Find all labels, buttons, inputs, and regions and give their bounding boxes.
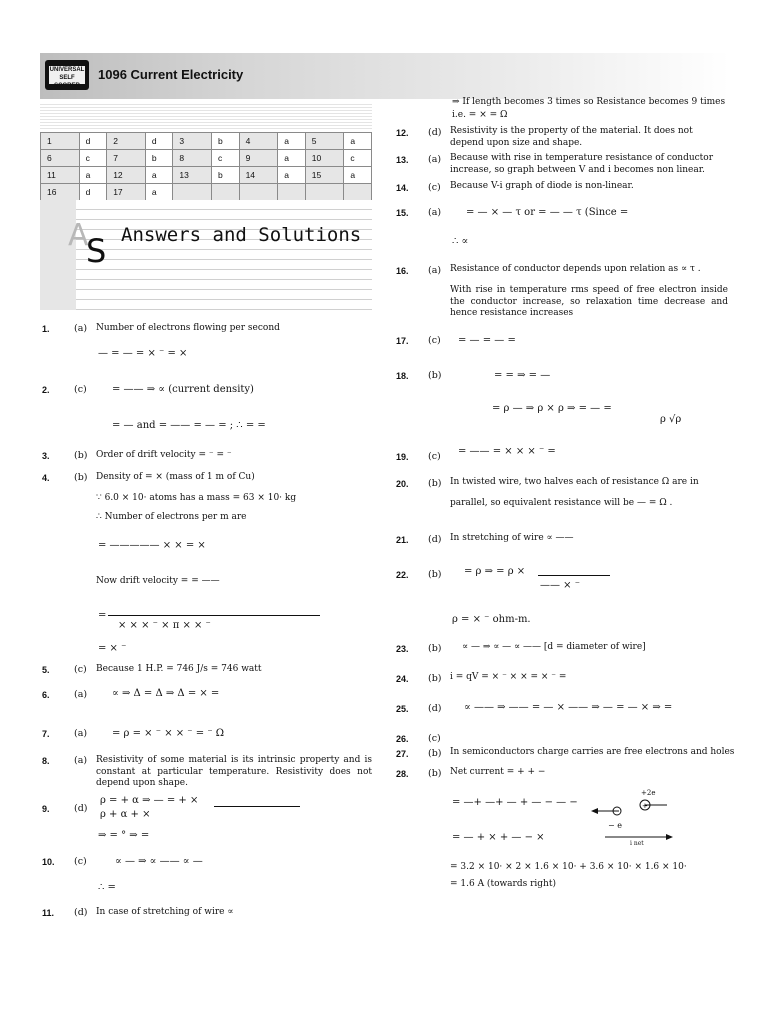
answer-key-question: 9 — [239, 150, 278, 167]
answer-choice: (a) — [428, 265, 442, 276]
equation: = — and = —— = — = ; ∴ = = — [112, 420, 266, 431]
answer-choice: (a) — [74, 689, 88, 700]
equation: = — = — = — [458, 335, 516, 346]
answer-choice: (b) — [428, 370, 442, 381]
answer-key-question — [305, 184, 344, 201]
answer-key-question: 2 — [107, 133, 146, 150]
net-current-label: i net — [630, 840, 644, 847]
answer-choice: (c) — [74, 664, 87, 675]
equation: = × ⁻ — [98, 643, 127, 654]
answer-key-question: 16 — [41, 184, 80, 201]
answer-key-question: 7 — [107, 150, 146, 167]
answer-key-answer: b — [212, 167, 240, 184]
answer-key-question — [173, 184, 212, 201]
fraction-bar — [538, 575, 610, 576]
answer-key-answer: a — [344, 133, 372, 150]
answer-choice: (b) — [74, 450, 88, 461]
answer-choice: (c) — [74, 384, 87, 395]
question-number: 6. — [42, 690, 50, 700]
question-number: 12. — [396, 128, 409, 138]
answer-choice: (d) — [74, 803, 88, 814]
answer-key-answer: c — [344, 150, 372, 167]
question-number: 22. — [396, 570, 409, 580]
question-number: 27. — [396, 749, 409, 759]
question-number: 28. — [396, 769, 409, 779]
answer-key-answer — [212, 184, 240, 201]
answer-key-answer — [278, 184, 306, 201]
answer-key-question: 6 — [41, 150, 80, 167]
equation: ρ √ρ — [660, 414, 682, 425]
answer-key-row — [41, 167, 372, 184]
answer-choice: (a) — [74, 755, 88, 766]
answer-key-question: 17 — [107, 184, 146, 201]
answer-key-answer: a — [278, 150, 306, 167]
answer-choice: (a) — [74, 323, 88, 334]
equation: = ρ ⇒ = ρ × — [464, 566, 526, 577]
answer-key-question: 5 — [305, 133, 344, 150]
question-number: 7. — [42, 729, 50, 739]
answer-key-row — [41, 184, 372, 201]
answer-choice: (b) — [428, 768, 442, 779]
answer-key-answer: a — [278, 133, 306, 150]
answer-choice: (b) — [428, 643, 442, 654]
solution-text: In semiconductors charge carries are free electrons and holes — [450, 747, 735, 757]
equation: × × × ⁻ × π × × ⁻ — [118, 620, 211, 631]
answer-choice: (b) — [428, 569, 442, 580]
solution-text: ∴ Number of electrons per m are — [96, 512, 247, 522]
solution-text: Resistivity is the property of the material. It does not depend upon size and shape. — [450, 126, 693, 148]
equation: —— × ⁻ — [540, 580, 581, 591]
fraction-bar — [108, 615, 320, 616]
answer-key-question — [239, 184, 278, 201]
question-number: 3. — [42, 451, 50, 461]
answer-choice: (b) — [428, 748, 442, 759]
answer-key-answer — [344, 184, 372, 201]
answer-key-banner — [40, 104, 372, 130]
equation: = = ⇒ = — — [494, 370, 551, 381]
question-number: 23. — [396, 644, 409, 654]
equation: ρ = × ⁻ ohm-m. — [452, 614, 531, 625]
answer-choice: (d) — [428, 127, 442, 138]
answer-key-question: 8 — [173, 150, 212, 167]
equation: ∝ —— ⇒ —— = — × —— ⇒ — = — × ⇒ = — [464, 702, 673, 713]
question-number: 25. — [396, 704, 409, 714]
question-number: 10. — [42, 857, 55, 867]
solution-text: ⇒ If length becomes 3 times so Resistance becomes 9 times — [452, 97, 726, 107]
question-number: 24. — [396, 674, 409, 684]
equation: = — + × + — − × — [452, 832, 545, 843]
section-letter-a: A — [68, 218, 89, 253]
answer-key-answer: c — [79, 150, 107, 167]
arrowhead-left-icon — [591, 808, 598, 814]
question-number: 5. — [42, 665, 50, 675]
section-title: Answers and Solutions — [121, 224, 362, 246]
question-number: 1. — [42, 324, 50, 334]
answer-choice: (d) — [428, 534, 442, 545]
question-number: 18. — [396, 371, 409, 381]
solution-text: Resistance of conductor depends upon relation as ∝ τ . — [450, 264, 701, 274]
electron-label: − e — [608, 821, 622, 830]
answer-choice: (d) — [428, 703, 442, 714]
answer-choice: (a) — [428, 207, 442, 218]
question-number: 14. — [396, 183, 409, 193]
answer-choice: (b) — [428, 478, 442, 489]
solution-text: ∵ 6.0 × 10· atoms has a mass = 63 × 10· kg — [96, 493, 297, 503]
solution-text: Density of = × (mass of 1 m of Cu) — [96, 472, 255, 482]
answer-key-table — [40, 132, 372, 201]
equation: ρ + α + × — [100, 809, 151, 820]
answer-choice: (c) — [428, 451, 441, 462]
equation: = — × — τ or = — — τ (Since = — [466, 207, 629, 218]
question-number: 11. — [42, 908, 55, 918]
answer-key-answer: b — [145, 150, 173, 167]
answer-key-question: 10 — [305, 150, 344, 167]
ion-label: +2e — [641, 789, 656, 797]
question-number: 15. — [396, 208, 409, 218]
section-letter-s: S — [86, 232, 107, 270]
question-number: 19. — [396, 452, 409, 462]
answer-key-question: 11 — [41, 167, 80, 184]
answer-key-answer: a — [278, 167, 306, 184]
answer-key-answer: a — [79, 167, 107, 184]
answer-choice: (c) — [428, 733, 441, 744]
question-number: 8. — [42, 756, 50, 766]
arrowhead-right-icon — [666, 834, 673, 840]
answer-choice: (a) — [74, 728, 88, 739]
equation: ρ = + α ⇒ — = + × — [100, 795, 199, 806]
solution-text: Resistivity of some material is its intrinsic property and is constant at particular temperature. Resistivity does not depend upon shape. — [96, 755, 372, 788]
answer-key-answer: d — [145, 133, 173, 150]
question-number: 4. — [42, 473, 50, 483]
answer-key-question: 3 — [173, 133, 212, 150]
equation: = —— = × × × ⁻ = — [458, 446, 556, 457]
solution-text: ∝ — ⇒ ∝ — ∝ —— [d = diameter of wire] — [462, 642, 646, 652]
answer-key-question: 12 — [107, 167, 146, 184]
logo-text: UNIVERSAL SELF SCORER — [49, 67, 85, 89]
fraction-bar — [214, 806, 300, 807]
solution-text: i.e. = × = Ω — [452, 110, 508, 120]
equation: ∝ — ⇒ ∝ —— ∝ — — [115, 856, 203, 867]
solution-text: Because with rise in temperature resistance of conductor increase, so graph between V and i becomes non linear. — [450, 153, 714, 175]
solution-text: Because 1 H.P. = 746 J/s = 746 watt — [96, 664, 262, 674]
equation: — = — = × ⁻ = × — [98, 348, 188, 359]
page-title: 1096 Current Electricity — [98, 67, 244, 82]
answer-key-answer: d — [79, 184, 107, 201]
solution-text: In twisted wire, two halves each of resistance Ω are in — [450, 477, 699, 487]
solution-text: = 3.2 × 10· × 2 × 1.6 × 10· + 3.6 × 10· × 1.6 × 10· — [450, 862, 687, 872]
answer-choice: (a) — [428, 154, 442, 165]
answer-choice: (c) — [428, 182, 441, 193]
equation: = —+ —+ — + — − — − — [452, 797, 578, 808]
answer-choice: (b) — [74, 472, 88, 483]
answer-key-answer: b — [212, 133, 240, 150]
answer-key-row — [41, 150, 372, 167]
answer-choice: (c) — [428, 335, 441, 346]
answer-key-question: 4 — [239, 133, 278, 150]
solution-text: parallel, so equivalent resistance will be — = Ω . — [450, 498, 673, 508]
question-number: 2. — [42, 385, 50, 395]
question-number: 16. — [396, 266, 409, 276]
answer-key-question: 1 — [41, 133, 80, 150]
solution-text: Order of drift velocity = ⁻ = ⁻ — [96, 450, 232, 460]
solution-text: In case of stretching of wire ∝ — [96, 907, 234, 917]
equation: = —— ⇒ ∝ (current density) — [112, 384, 254, 395]
answer-key-question: 14 — [239, 167, 278, 184]
answer-key-row — [41, 133, 372, 150]
question-number: 20. — [396, 479, 409, 489]
question-number: 17. — [396, 336, 409, 346]
equation: ∴ = — [98, 882, 116, 893]
answer-key-answer: d — [79, 133, 107, 150]
solution-text: i = qV = × ⁻ × × = × ⁻ = — [450, 672, 567, 682]
answer-choice: (d) — [74, 907, 88, 918]
solution-text: With rise in temperature rms speed of free electron inside the conductor increase, so relaxation time decrease and hence resistance increases — [450, 285, 728, 318]
answer-key-answer: a — [344, 167, 372, 184]
answer-key-answer: a — [145, 184, 173, 201]
equation: = ρ = × ⁻ × × ⁻ = ⁻ Ω — [112, 728, 225, 739]
solution-text: In stretching of wire ∝ —— — [450, 533, 574, 543]
solution-text: = 1.6 A (towards right) — [450, 879, 556, 889]
question-number: 21. — [396, 535, 409, 545]
question-number: 9. — [42, 804, 50, 814]
solution-text: Number of electrons flowing per second — [96, 323, 280, 333]
answer-key-question: 15 — [305, 167, 344, 184]
answer-key-question: 13 — [173, 167, 212, 184]
solution-text: Because V-i graph of diode is non-linear. — [450, 181, 634, 191]
equation: ⇒ = ° ⇒ = — [98, 830, 150, 841]
solution-text: Now drift velocity = = —— — [96, 576, 220, 586]
solution-text: Net current = + + − — [450, 767, 546, 777]
equation: ∝ ⇒ Δ = Δ ⇒ Δ = × = — [112, 688, 220, 699]
answer-choice: (b) — [428, 673, 442, 684]
equation: ∴ ∝ — [452, 236, 469, 247]
equation: = ————— × × = × — [98, 540, 206, 551]
question-number: 26. — [396, 734, 409, 744]
answer-key-answer: c — [212, 150, 240, 167]
answer-choice: (c) — [74, 856, 87, 867]
answer-key-answer: a — [145, 167, 173, 184]
svg-text:+: + — [642, 802, 648, 810]
equation: = ρ — ⇒ ρ × ρ ⇒ = — = — [492, 403, 612, 414]
question-number: 13. — [396, 155, 409, 165]
